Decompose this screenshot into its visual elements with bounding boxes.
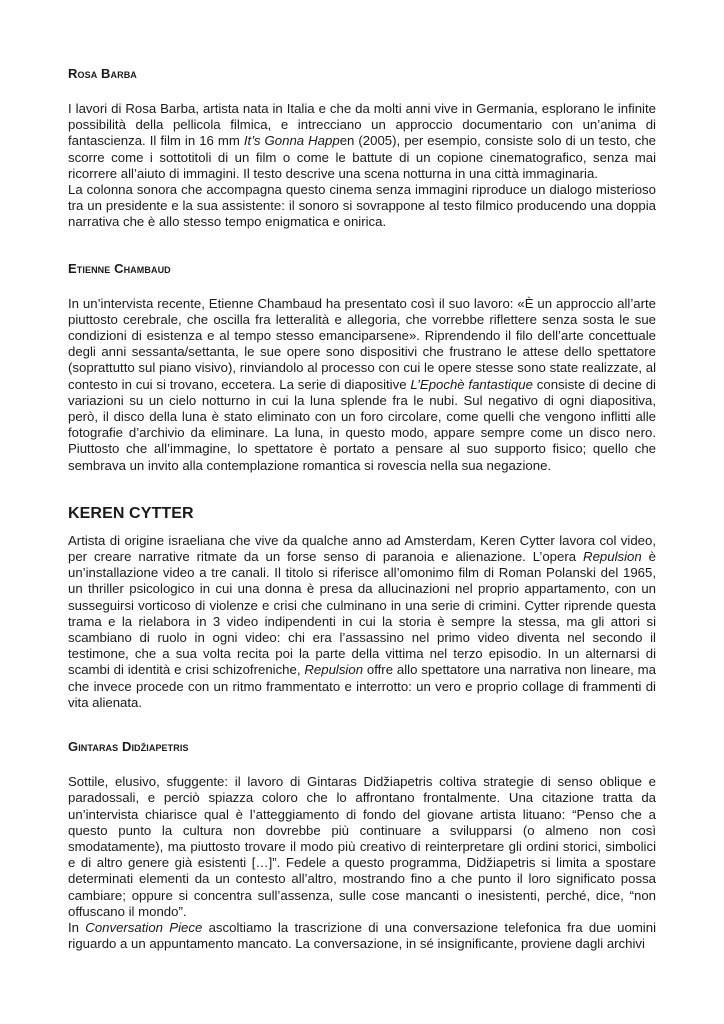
section-title: Etienne Chambaud [68,260,171,276]
italic-title-text: L’Epochè fantastique [410,376,533,392]
italic-title-text: It’s Gonna Happ [243,133,340,149]
section-title: KEREN CYTTER [68,504,194,522]
italic-title-text: Repulsion [583,549,642,565]
paragraph [68,182,656,231]
paragraph [68,774,656,920]
paragraph-text: La colonna sonora che accompagna questo cinema senza immagini riproduce un dialogo misterioso tra un presidente e la sua assistente: il sonoro si sovrappone al testo filmico producendo una doppia narrativa che è allo stesso tempo enigmatica e onirica. [68,182,656,230]
paragraph-text: en (2005), per esempio, consiste solo di un testo, che scorre come i sottotitoli di un film o come le battute di un copione cinematografico, senza mai ricorrere all’aiuto di immagini. Il testo descrive una scena notturna in una città immaginaria. [68,133,656,181]
paragraph-text: Sottile, elusivo, sfuggente: il lavoro di Gintaras Didžiapetris coltiva strategie di senso oblique e paradossali, e perciò spiazza coloro che lo affrontano frontalmente. Una citazione tratta da un’intervista chiarisce qual è l’atteggiamento di fondo del giovane artista lituano: “Penso che a questo punto la cultura non dovrebbe più continuare a svilupparsi (o almeno non così smodatamente), ma piuttosto trovare il modo più creativo di reinterpretare gli ordini storici, simbolici e di altro genere già esistenti […]”. Fedele a questo programma, Didžiapetris si limita a spostare determinati elementi da un contesto all’altro, mostrando fino a che punto il loro significato possa cambiare; oppure si concentra sull’assenza, sulle cose mancanti o inesistenti, perché, dice, “non offuscano il mondo”. [68,774,656,919]
paragraph-text: In un’intervista recente, Etienne Chambaud ha presentato così il suo lavoro: «È un approccio all’arte piuttosto cerebrale, che oscilla fra letteralità e allegoria, che vorrebbe riflettere senza sosta le sue condizioni di esistenza e al tempo stesso emanciparsene». Riprendendo il filo dell’arte concettuale degli anni sessanta/settanta, le sue opere sono dispositivi che frustrano le attese dello spettatore (soprattutto sul piano visivo), rinviandolo al processo con cui le opere stesse sono state realizzate, al contesto in cui si trovano, eccetera. La serie di diapositive [68,295,656,392]
paragraph [68,920,656,952]
document-page [68,66,656,952]
section-gintaras-didziapetris [68,739,656,952]
section-title: Gintaras Didžiapetris [68,739,189,755]
paragraph-text: ascoltiamo la trascrizione di una conversazione telefonica fra due uomini riguardo a un appuntamento mancato. La conversazione, in sé insignificante, proviene dagli archivi [68,919,656,952]
section-title: Rosa Barba [68,66,137,81]
paragraph-text: consiste di decine di variazioni su un cielo notturno in cui la luna splende fra le nubi. Sul negativo di ogni diapositiva, però, il disco della luna è stato eliminato con un foro circolare, come quelli che vengono inflitti alle fotografie d’archivio da eliminare. La luna, in questo modo, appare sempre come un disco nero. Piuttosto che all’immagine, lo spettatore è portato a pensare al suo supporto fisico; quello che sembrava un invito alla contemplazione romantica si rovescia nella sua negazione. [68,376,656,473]
italic-title-text: Repulsion [304,662,364,678]
paragraph [68,533,656,711]
paragraph-text: Artista di origine israeliana che vive da qualche anno ad Amsterdam, Keren Cytter lavora col video, per creare narrative ritmate da un forse senso di paranoia e alienazione. L’opera [68,532,656,565]
italic-title-text: Conversation Piece [85,919,203,935]
section-etienne-chambaud [68,261,656,474]
paragraph [68,101,656,182]
paragraph [68,296,656,474]
section-keren-cytter [68,505,656,711]
paragraph-text: offre allo spettatore una narrativa non lineare, ma che invece procede con un ritmo frammentato e interrotto: un vero e proprio collage di frammenti di vita alienata. [68,662,656,710]
paragraph-text: In [68,919,86,935]
section-rosa-barba [68,66,656,231]
paragraph-text: I lavori di Rosa Barba, artista nata in Italia e che da molti anni vive in Germania, esplorano le infinite possibilità della pellicola filmica, e intrecciano un approccio documentario con un’anima di fantascienza. Il film in 16 mm [68,101,656,149]
paragraph-text: è un’installazione video a tre canali. Il titolo si riferisce all’omonimo film di Roman Polanski del 1965, un thriller psicologico in cui una donna è presa da allucinazioni nel proprio appartamento, con un susseguirsi vorticoso di violenze e crisi che culminano in una serie di crimini. Cytter riprende questa trama e la rielabora in 3 video indipendenti in cui la storia è sempre la stessa, ma gli attori si scambiano di ruolo in ogni video: chi era l’assassino nel primo video diventa nel secondo il testimone, che a sua volta recita poi la parte della vittima nel terzo episodio. In un alternarsi di scambi di identità e crisi schizofreniche, [68,549,657,678]
